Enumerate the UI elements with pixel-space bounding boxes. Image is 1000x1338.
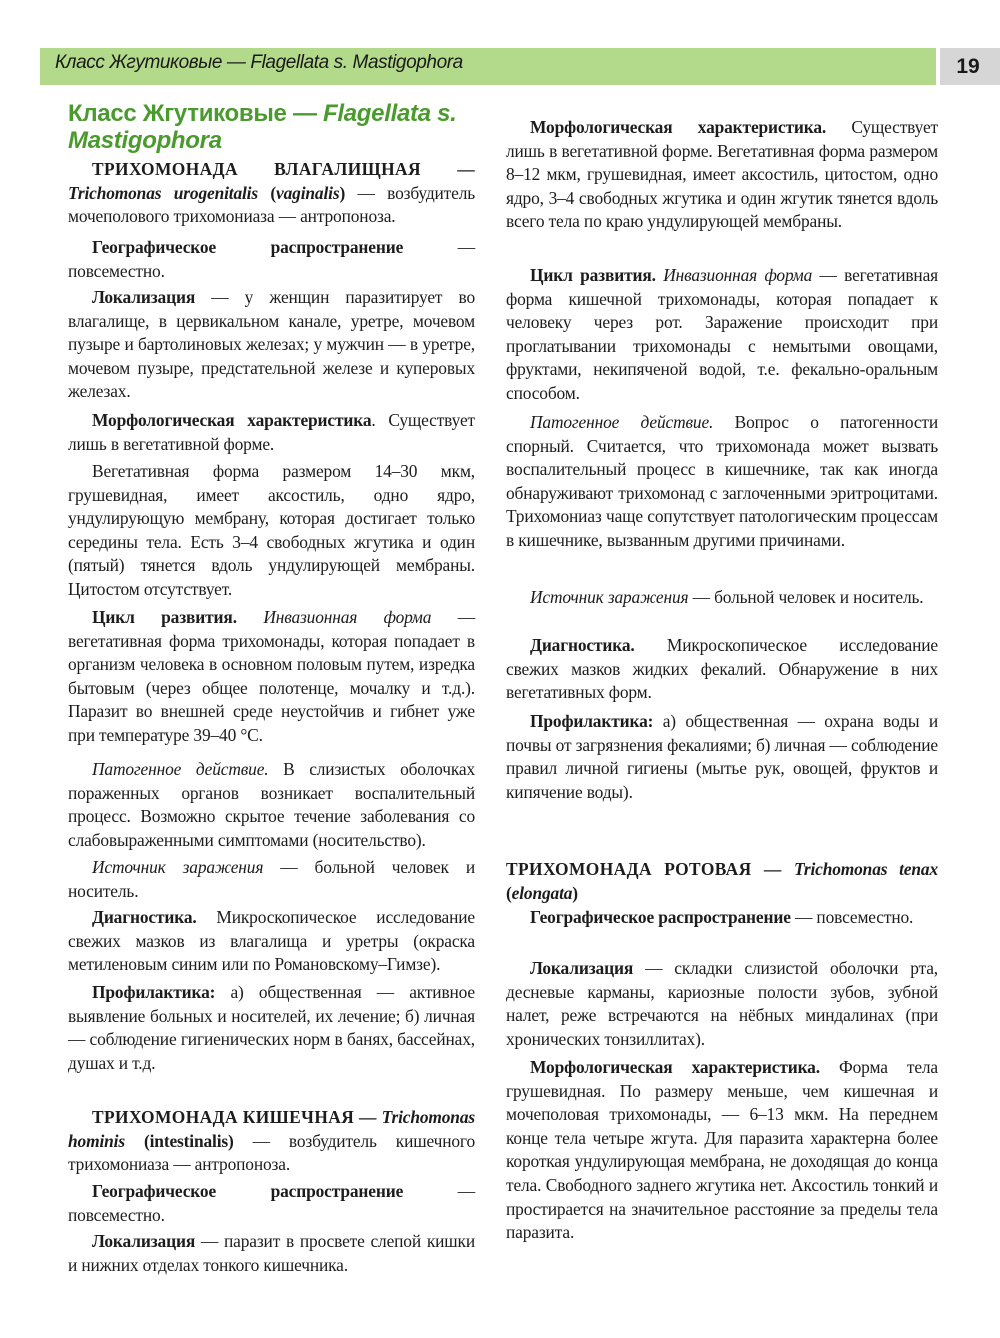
intestinal-cycle bbox=[506, 264, 938, 406]
diag-label: Диагностика. bbox=[92, 907, 197, 927]
page-number: 19 bbox=[956, 55, 980, 78]
cycle-text: — вегетативная форма трихомонады, которая попадает в организм человека в основном половым путем, изредка бытовым (через общее полотенце, мочалку и т.д.). Паразит во внешней среде неустойчив и гибнет уже при температуре 39–40 °С. bbox=[68, 607, 475, 745]
cycle-label: Цикл развития. bbox=[92, 607, 237, 627]
r-diag-label: Диагностика. bbox=[530, 635, 635, 655]
intestinal-desc: — возбудитель кишечного трихомониаза — антропоноза. bbox=[68, 1130, 475, 1175]
vaginal-vegetative bbox=[68, 460, 475, 602]
int-loc-text: — паразит в просвете слепой кишки и нижних отделах тонкого кишечника. bbox=[68, 1231, 475, 1275]
int-loc-label: Локализация bbox=[92, 1231, 196, 1251]
r-prof-label: Профилактика: bbox=[530, 711, 654, 731]
morph-text: . Существует лишь в вегетативной форме. bbox=[68, 410, 475, 454]
vaginal-title: ТРИХОМОНАДА ВЛАГАЛИЩНАЯ — bbox=[92, 159, 475, 179]
oral-geo-label: Географическое распространение bbox=[530, 907, 791, 927]
intestinal-source bbox=[506, 586, 938, 610]
vaginal-desc: — возбудитель мочеполового трихомониаза — антропоноза. bbox=[68, 182, 476, 227]
oral-title: ТРИХОМОНАДА РОТОВАЯ — bbox=[506, 859, 794, 879]
r-path-text: Вопрос о патогенности спорный. Считается, что трихомонада может вызвать воспалительный процесс в кишечнике, так как иногда обнаруживают трихомонад с заглоченными эритроцитами. Трихомониаз чаще сопутствует патологическим процессам в кишечнике, вызванным другими причинами. bbox=[506, 412, 938, 550]
r-morph-label: Морфологическая характеристика. bbox=[530, 117, 827, 137]
r-cycle-italic: Инвазионная форма bbox=[655, 265, 813, 285]
vaginal-source bbox=[68, 856, 475, 903]
src-italic: Источник заражения bbox=[92, 857, 264, 877]
diag-text: Микроскопическое исследование свежих мазков из влагалища и уретры (окраска метиленовым синим или по Романовскому–Гимзе). bbox=[68, 907, 475, 975]
vaginal-diagnostics bbox=[68, 906, 475, 977]
r-diag-text: Микроскопическое исследование свежих мазков жидких фекалий. Обнаружение в них вегетативных форм. bbox=[506, 635, 938, 703]
vaginal-latin: Trichomonas urogenitalis bbox=[68, 182, 258, 203]
vaginal-latin-alt: vaginalis bbox=[276, 182, 340, 203]
intestinal-prophylaxis bbox=[506, 710, 938, 804]
vaginal-pathogenic bbox=[68, 758, 475, 852]
r-morph-text: Существует лишь в вегетативной форме. Вегетативная форма размером 8–12 мкм, грушевидная, имеет аксостиль, цитостом, одно ядро, 3–4 свободных жгутика и один жгутик тянется вдоль всего тела по краю ундулирующей мембраны. bbox=[506, 117, 938, 232]
loc-label: Локализация bbox=[92, 287, 196, 307]
intestinal-morph bbox=[506, 116, 938, 234]
intestinal-geo bbox=[68, 1180, 475, 1227]
int-geo-label: Географическое распространение bbox=[92, 1181, 404, 1201]
oral-geo-text: — повсеместно. bbox=[790, 907, 914, 927]
oral-morph-label: Морфологическая характеристика. bbox=[530, 1057, 820, 1077]
oral-morph bbox=[506, 1056, 938, 1245]
geo-text: — повсеместно. bbox=[68, 237, 475, 281]
vaginal-cycle bbox=[68, 606, 475, 748]
oral-localization bbox=[506, 957, 938, 1051]
intestinal-latin: Trichomonas hominis bbox=[68, 1107, 475, 1151]
prof-text: а) общественная — активное выявление больных и носителей, их лечение; б) личная — соблюдение гигиенических норм в банях, бассейнах, душах и т.д. bbox=[68, 982, 475, 1073]
oral-loc-text: — складки слизистой оболочки рта, десневые карманы, кариозные полости зубов, зубной налет, реже встречаются на нёбных миндалинах (при хронических тонзиллитах). bbox=[506, 958, 938, 1049]
r-path-italic: Патогенное действие. bbox=[530, 412, 714, 432]
oral-latin: Trichomonas tenax bbox=[794, 859, 938, 879]
r-src-text: — больной человек и носитель. bbox=[688, 587, 924, 607]
oral-latin-alt: elongata bbox=[511, 882, 573, 903]
oral-morph-text: Форма тела грушевидная. По размеру меньше, чем кишечная и мочеполовая трихомонады, — 6–13 мкм. На переднем конце тела четыре жгута. Для паразита характерна более короткая ундулирующая мембрана, не доходящая до конца тела. Свободного заднего жгутика нет. Аксостиль тонкий и простирается на значительное расстояние за пределы тела паразита. bbox=[506, 1057, 938, 1243]
src-text: — больной человек и носитель. bbox=[68, 857, 476, 901]
path-italic: Патогенное действие. bbox=[92, 759, 269, 779]
veg-text: Вегетативная форма размером 14–30 мкм, грушевидная, имеет аксостиль, одно ядро, ундулирующую мембрану, которая достигает только середины тела. Есть 3–4 свободных жгутика и один (пятый) тянется вдоль ундулирующей мембраны. Цитостом отсутствует. bbox=[68, 461, 475, 599]
heading-russian: Класс Жгутиковые — bbox=[68, 100, 324, 127]
vaginal-prophylaxis bbox=[68, 981, 475, 1075]
loc-text: — у женщин паразитирует во влагалище, в цервикальном канале, уретре, мочевом пузыре и бартолиновых железах; у мужчин — в уретре, мочевом пузыре, предстательной железе и куперовых железах. bbox=[68, 287, 475, 402]
intestinal-localization bbox=[68, 1230, 475, 1277]
vaginal-intro: ТРИХОМОНАДА ВЛАГАЛИЩНАЯ — Trichomonas urogenitalis (vaginalis) — возбудитель мочеполового трихомониаза — антропоноза. bbox=[68, 159, 476, 227]
int-geo-text: — повсеместно. bbox=[68, 1181, 475, 1225]
r-prof-text: а) общественная — охрана воды и почвы от загрязнения фекалиями; б) личная — соблюдение правил личной гигиены (мытье рук, овощей, фруктов и кипячение воды). bbox=[506, 711, 938, 802]
path-text: В слизистых оболочках пораженных органов возникает воспалительный процесс. Возможно скрытое течение заболевания со слабовыраженными симптомами (носительство). bbox=[68, 759, 475, 850]
r-src-italic: Источник заражения bbox=[530, 587, 689, 607]
vaginal-morph bbox=[68, 409, 475, 456]
intestinal-diagnostics bbox=[506, 634, 938, 705]
vaginal-geo bbox=[68, 236, 475, 283]
prof-label: Профилактика: bbox=[92, 982, 216, 1002]
r-cycle-label: Цикл развития. bbox=[530, 265, 656, 285]
running-header-title: Класс Жгутиковые — Flagellata s. Mastigophora bbox=[55, 52, 463, 73]
section-heading bbox=[68, 100, 468, 154]
intestinal-pathogenic bbox=[506, 411, 938, 553]
oral-intro: ТРИХОМОНАДА РОТОВАЯ — Trichomonas tenax (elongata) bbox=[506, 859, 938, 903]
morph-label: Морфологическая характеристика bbox=[92, 410, 372, 430]
intestinal-title: ТРИХОМОНАДА КИШЕЧНАЯ — bbox=[92, 1107, 382, 1127]
oral-loc-label: Локализация bbox=[530, 958, 634, 978]
intestinal-latin-alt: intestinalis bbox=[149, 1130, 229, 1151]
vaginal-localization bbox=[68, 286, 475, 404]
oral-geo bbox=[506, 906, 938, 930]
geo-label: Географическое распространение bbox=[92, 237, 404, 257]
cycle-italic: Инвазионная форма bbox=[236, 607, 432, 627]
intestinal-intro: ТРИХОМОНАДА КИШЕЧНАЯ — Trichomonas hominis (intestinalis) — возбудитель кишечного трихомониаза — антропоноза. bbox=[68, 1107, 475, 1175]
r-cycle-text: — вегетативная форма кишечной трихомонады, которая попадает к человеку через рот. Заражение происходит при проглатывании трихомонады с немытыми овощами, фруктами, некипяченой водой, т.е. фекально-оральным способом. bbox=[506, 265, 938, 403]
heading-latin: Flagellata s. Mastigophora bbox=[68, 100, 457, 154]
